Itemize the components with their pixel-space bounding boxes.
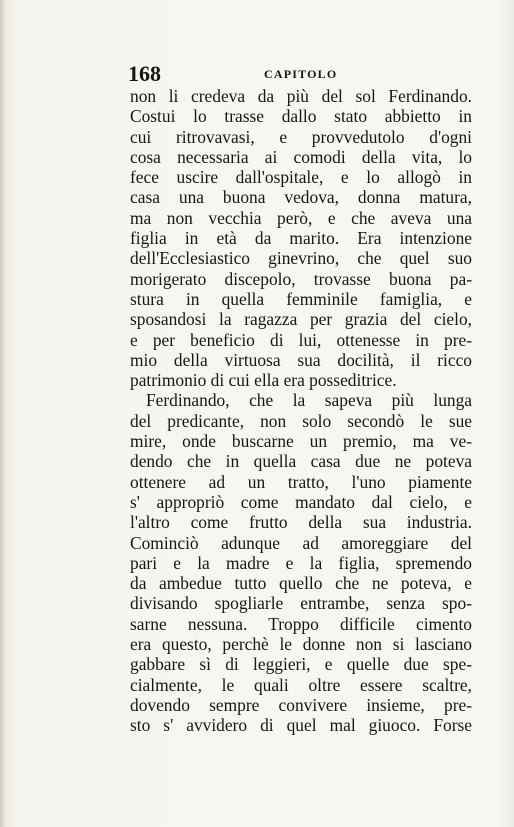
text-line: fece uscire dall'ospitale, e lo allogò in	[130, 167, 472, 188]
text-line: ottenere ad un tratto, l'uno piamente	[130, 471, 472, 492]
body-text	[130, 86, 472, 736]
text-line: non li credeva da più del sol Ferdinando.	[130, 86, 472, 106]
text-line: Costui lo trasse dallo stato abbietto in	[130, 106, 472, 127]
text-line: mio della virtuosa sua docilità, il ricco	[130, 349, 472, 370]
text-line: Cominciò adunque ad amoreggiare del	[130, 532, 472, 553]
text-line: dendo che in quella casa due ne poteva	[130, 451, 472, 472]
text-line: cialmente, le quali oltre essere scaltre,	[130, 674, 472, 695]
text-line: sposandosi la ragazza per grazia del cielo,	[130, 309, 472, 330]
text-line: gabbare sì di leggieri, e quelle due spe-	[130, 654, 472, 675]
text-line: e per beneficio di lui, ottenesse in pre-	[130, 329, 472, 350]
text-line: ma non vecchia però, e che aveva una	[130, 207, 472, 228]
text-line: dovendo sempre convivere insieme, pre-	[130, 694, 472, 715]
text-line: divisando spogliarle entrambe, senza spo-	[130, 593, 472, 614]
text-line: pari e la madre e la figlia, spremendo	[130, 552, 472, 573]
text-line: patrimonio di cui ella era posseditrice.	[130, 370, 397, 391]
text-line: mire, onde buscarne un premio, ma ve-	[130, 431, 472, 452]
running-head: CAPITOLO	[264, 67, 338, 81]
text-line: dell'Ecclesiastico ginevrino, che quel suo	[130, 248, 472, 269]
text-line: sarne nessuna. Troppo difficile cimento	[130, 613, 472, 634]
text-line: cosa necessaria ai comodi della vita, lo	[130, 146, 472, 167]
text-line: sto s' avvidero di quel mal giuoco. Forse	[130, 715, 472, 736]
text-line: cui ritrovavasi, e provvedutolo d'ogni	[130, 126, 472, 147]
text-line: figlia in età da marito. Era intenzione	[130, 228, 472, 249]
page-header	[128, 60, 474, 88]
text-line: era questo, perchè le donne non si lasciano	[130, 634, 472, 655]
text-line: del predicante, non solo secondò le sue	[130, 410, 472, 431]
text-line: morigerato discepolo, trovasse buona pa-	[130, 268, 472, 289]
page-number: 168	[128, 61, 161, 86]
text-line: l'altro come frutto della sua industria.	[130, 512, 472, 533]
text-line: Ferdinando, che la sapeva più lunga	[146, 390, 472, 411]
text-line: stura in quella femminile famiglia, e	[130, 288, 472, 309]
text-line: da ambedue tutto quello che ne poteva, e	[130, 573, 472, 594]
text-line: s' appropriò come mandato dal cielo, e	[130, 491, 472, 512]
text-line: casa una buona vedova, donna matura,	[130, 187, 472, 208]
